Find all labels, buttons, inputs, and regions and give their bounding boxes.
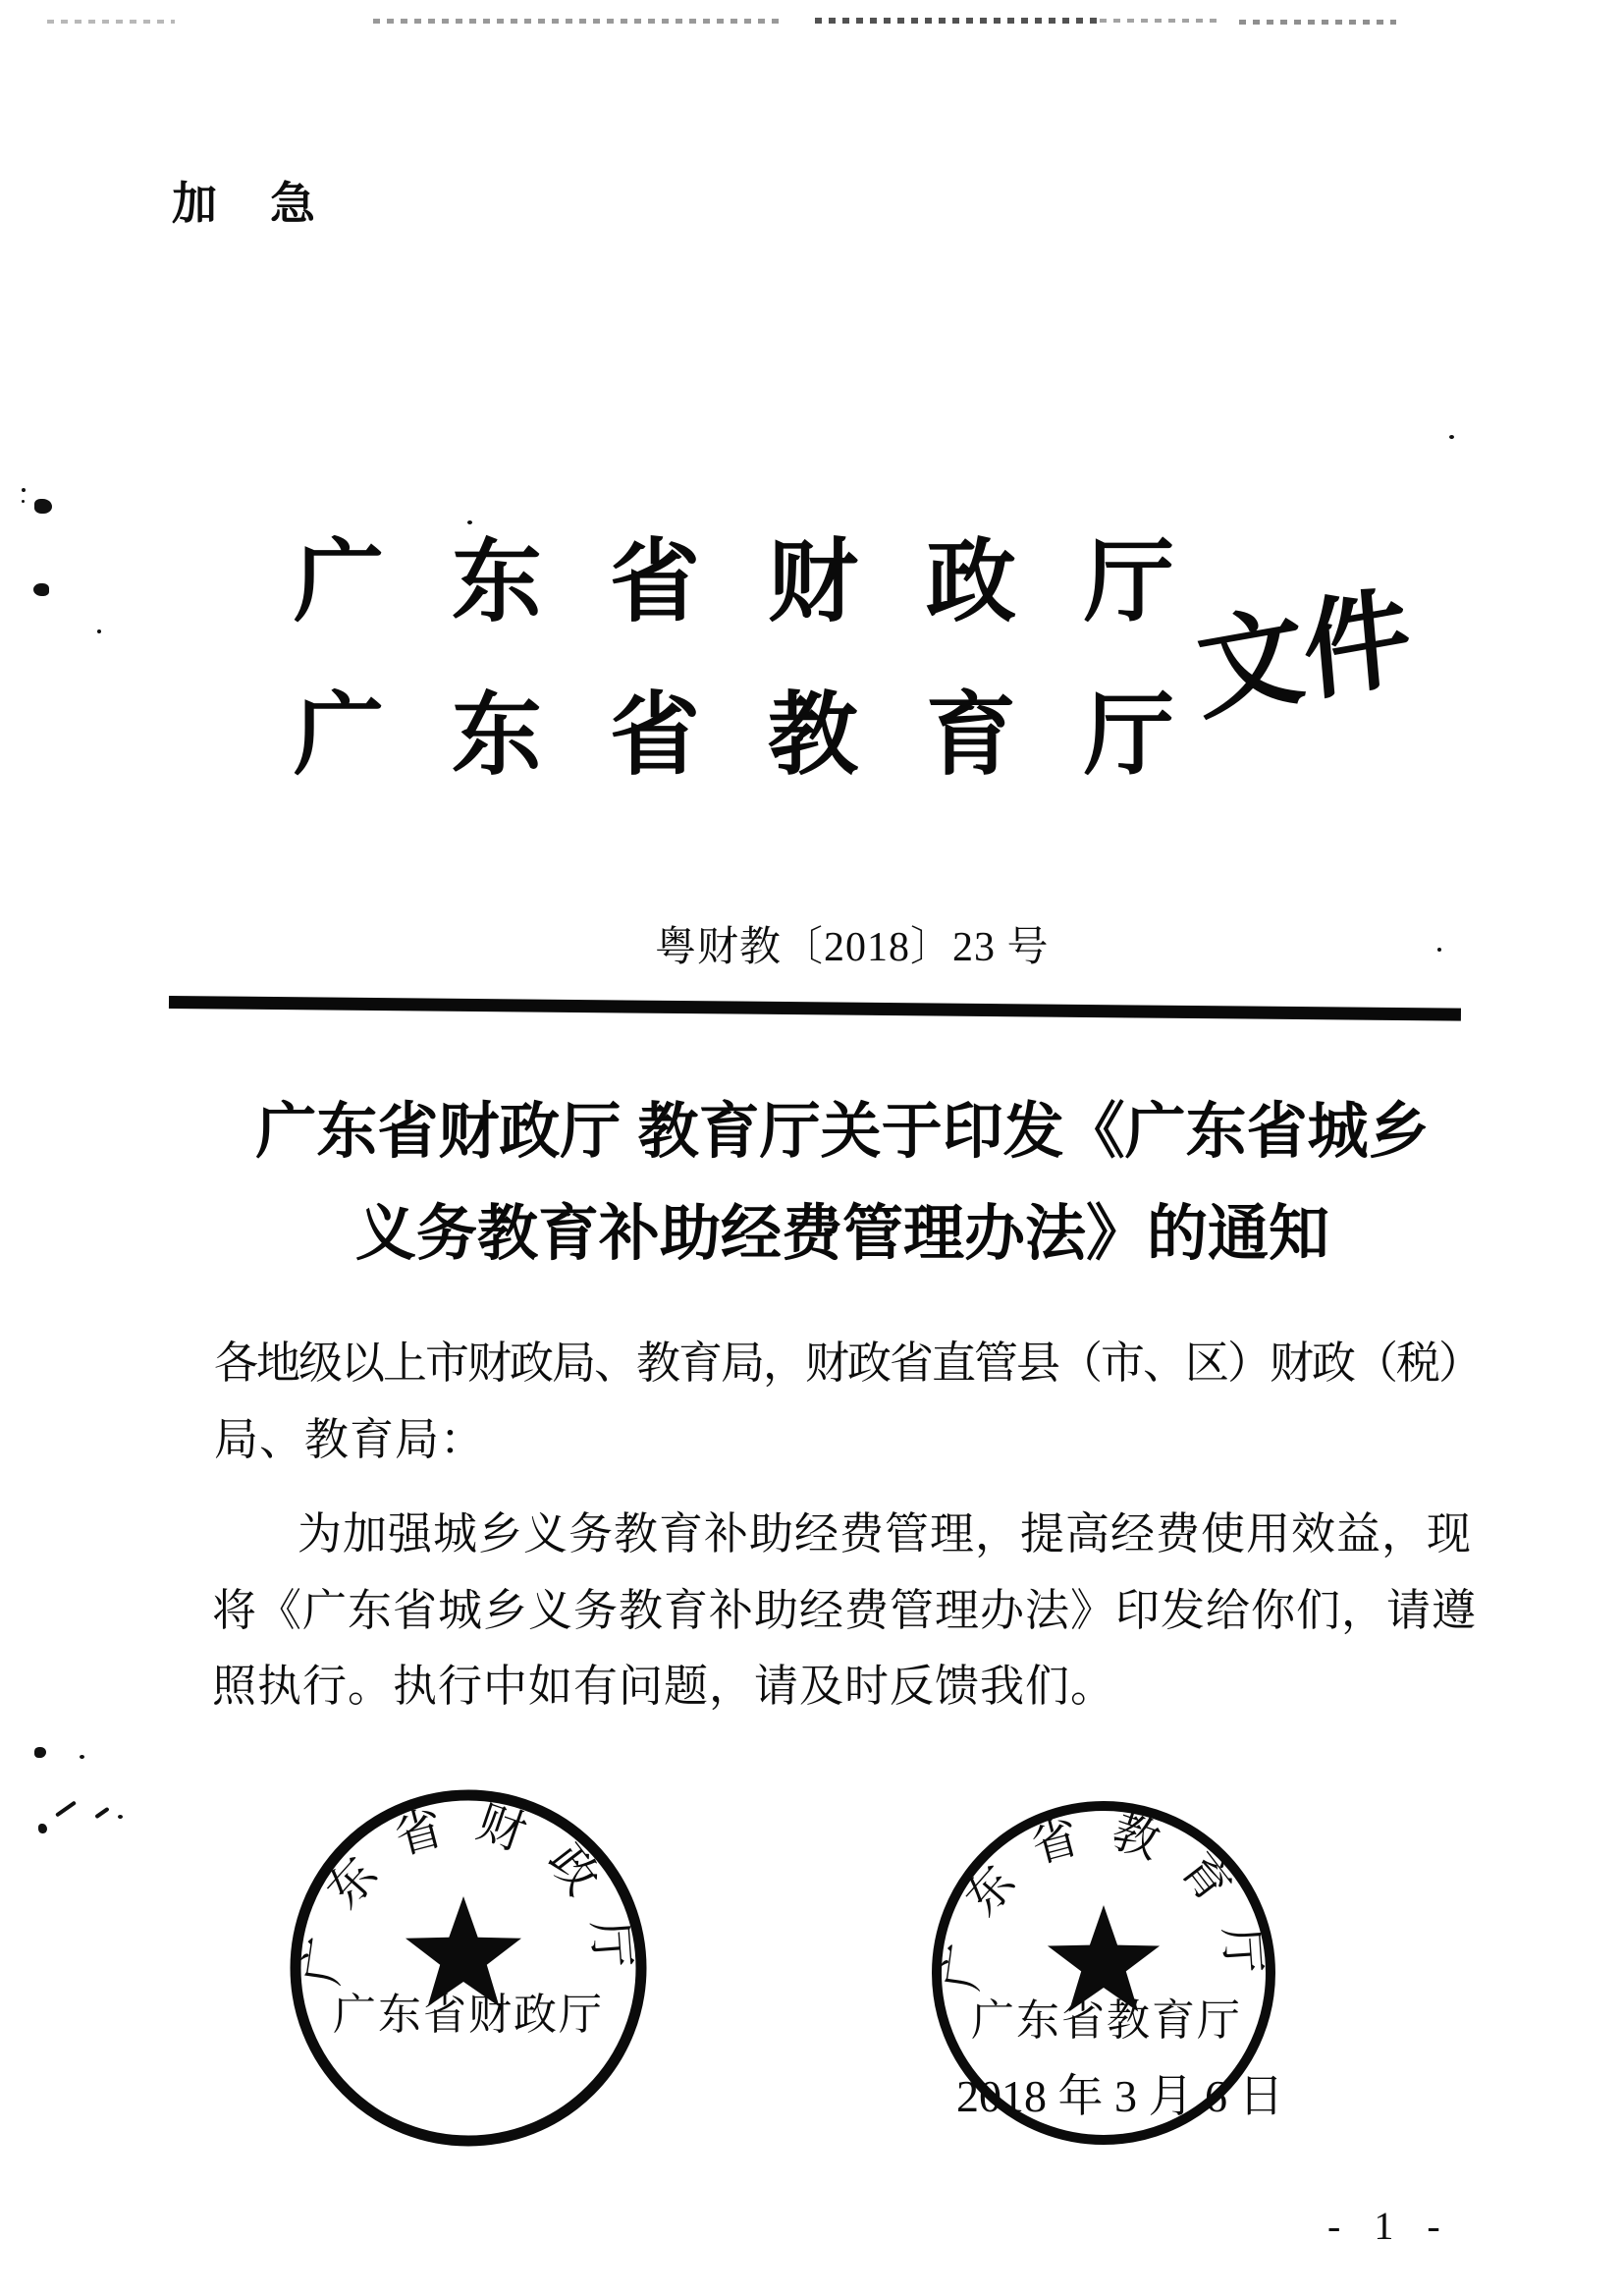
document-title-line2: 义务教育补助经费管理办法》的通知	[354, 1200, 1329, 1268]
ink-speck	[38, 1824, 47, 1833]
seal-name-text: 广东省财政厅	[333, 1991, 604, 2039]
letterhead-agency-education: 广东省教育厅	[294, 685, 1243, 786]
ink-speck	[34, 499, 52, 514]
ink-speck	[80, 1755, 84, 1759]
ink-slash-mark	[55, 1800, 77, 1817]
ink-speck	[97, 629, 101, 633]
body-paragraph-line: 将《广东省城乡义务教育补助经费管理办法》印发给你们，请遵	[212, 1586, 1478, 1635]
issue-date: 2018 年 3 月 6 日	[956, 2071, 1284, 2121]
document-title-line1: 广东省财政厅 教育厅关于印发《广东省城乡	[255, 1098, 1430, 1166]
scan-noise-line	[1100, 19, 1217, 23]
scan-noise-line	[1239, 20, 1396, 25]
ink-speck	[467, 520, 472, 524]
ink-speck	[1437, 948, 1441, 952]
doc-number: 粤财教〔2018〕23 号	[655, 925, 1050, 970]
salutation-line: 各地级以上市财政局、教育局，财政省直管县（市、区）财政（税）	[214, 1339, 1482, 1388]
scan-noise-line	[373, 19, 785, 24]
letterhead-agency-finance: 广东省财政厅	[294, 532, 1243, 632]
body-paragraph-line: 为加强城乡义务教育补助经费管理，提高经费使用效益，现	[298, 1509, 1473, 1558]
ink-speck	[33, 583, 49, 596]
salutation-line: 局、教育局：	[214, 1415, 486, 1464]
ink-speck	[118, 1815, 123, 1819]
seal-arc-text: 广东省教育厅	[936, 1805, 1271, 2002]
scan-noise-line	[815, 18, 1100, 24]
letterhead-doc-type: 文件	[1192, 575, 1416, 735]
body-paragraph-line: 照执行。执行中如有问题，请及时反馈我们。	[212, 1662, 1116, 1711]
ink-slash-mark	[94, 1807, 109, 1819]
urgency-label: 加急	[172, 178, 368, 229]
letterhead-divider-rule	[169, 996, 1461, 1021]
page-number: - 1 -	[1327, 2204, 1452, 2248]
document-title	[147, 1081, 1538, 1285]
ink-speck	[22, 500, 25, 503]
ink-speck	[22, 488, 26, 492]
ink-speck	[1449, 435, 1454, 439]
seal-name-text: 广东省教育厅	[971, 1996, 1242, 2045]
ink-speck	[34, 1747, 46, 1758]
scan-noise-line	[47, 20, 175, 24]
seal-arc-text: 广东省财政厅	[296, 1795, 640, 1997]
official-seal-finance	[288, 1787, 649, 2149]
